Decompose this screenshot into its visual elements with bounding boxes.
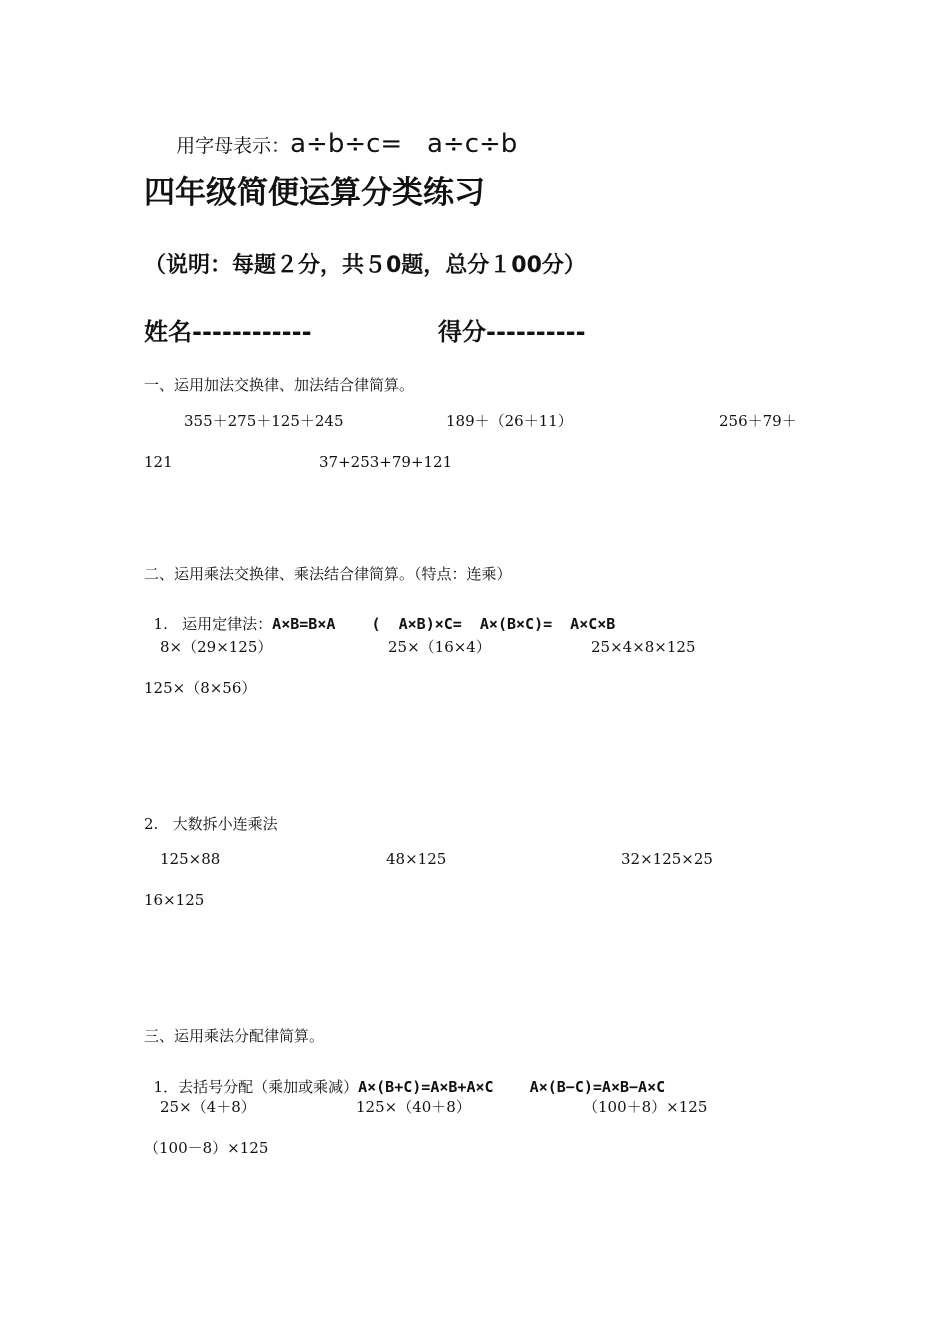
- section-1-heading: 一、运用加法交换律、加法结合律简算。: [144, 376, 415, 394]
- exercise: 25×4×8×125: [591, 638, 696, 656]
- rule-label: 1. 运用定律法：: [153, 615, 273, 633]
- exercise: 256＋79＋: [719, 412, 797, 430]
- page-subtitle: （说明：每题２分，共５0题，总分１00分）: [144, 253, 586, 278]
- exercise: 125×88: [160, 850, 221, 868]
- top-formula-label: 用字母表示：: [176, 135, 291, 157]
- section-2-heading: 二、运用乘法交换律、乘法结合律简算。（特点：连乘）: [144, 565, 512, 583]
- page-title: 四年级简便运算分类练习: [144, 175, 485, 211]
- name-field-label: 姓名------------: [144, 318, 312, 346]
- section-2-rule-2: 2. 大数拆小连乘法: [144, 815, 278, 833]
- exercise: 32×125×25: [621, 850, 713, 868]
- section-3-rule-1: [144, 1065, 665, 1095]
- exercise: 25×（16×4）: [388, 638, 491, 656]
- exercise: （100－8）×125: [144, 1139, 269, 1157]
- section-2-rule-1: [144, 602, 615, 632]
- score-field-label: 得分----------: [438, 318, 586, 346]
- exercise: 125×（40＋8）: [356, 1098, 471, 1116]
- exercise: （100＋8）×125: [583, 1098, 708, 1116]
- exercise: 8×（29×125）: [160, 638, 273, 656]
- rule-label: 1．去括号分配（乘加或乘减）: [153, 1078, 359, 1096]
- exercise: 37+253+79+121: [319, 453, 453, 471]
- top-formula-right: a÷c÷b: [427, 129, 518, 159]
- exercise: 16×125: [144, 891, 205, 909]
- exercise: 48×125: [386, 850, 447, 868]
- rule-formula: A×B=B×A ( A×B)×C= A×(B×C)= A×C×B: [272, 615, 616, 633]
- exercise: 189＋（26＋11）: [446, 412, 573, 430]
- top-formula: [164, 112, 517, 157]
- top-formula-left: a÷b÷c=: [290, 129, 403, 159]
- exercise: 125×（8×56）: [144, 679, 257, 697]
- rule-formula: A×(B+C)=A×B+A×C A×(B−C)=A×B−A×C: [358, 1078, 666, 1096]
- exercise: 355＋275＋125＋245: [184, 412, 344, 430]
- exercise: 25×（4＋8）: [160, 1098, 256, 1116]
- exercise: 121: [144, 453, 173, 471]
- section-3-heading: 三、运用乘法分配律简算。: [144, 1027, 325, 1045]
